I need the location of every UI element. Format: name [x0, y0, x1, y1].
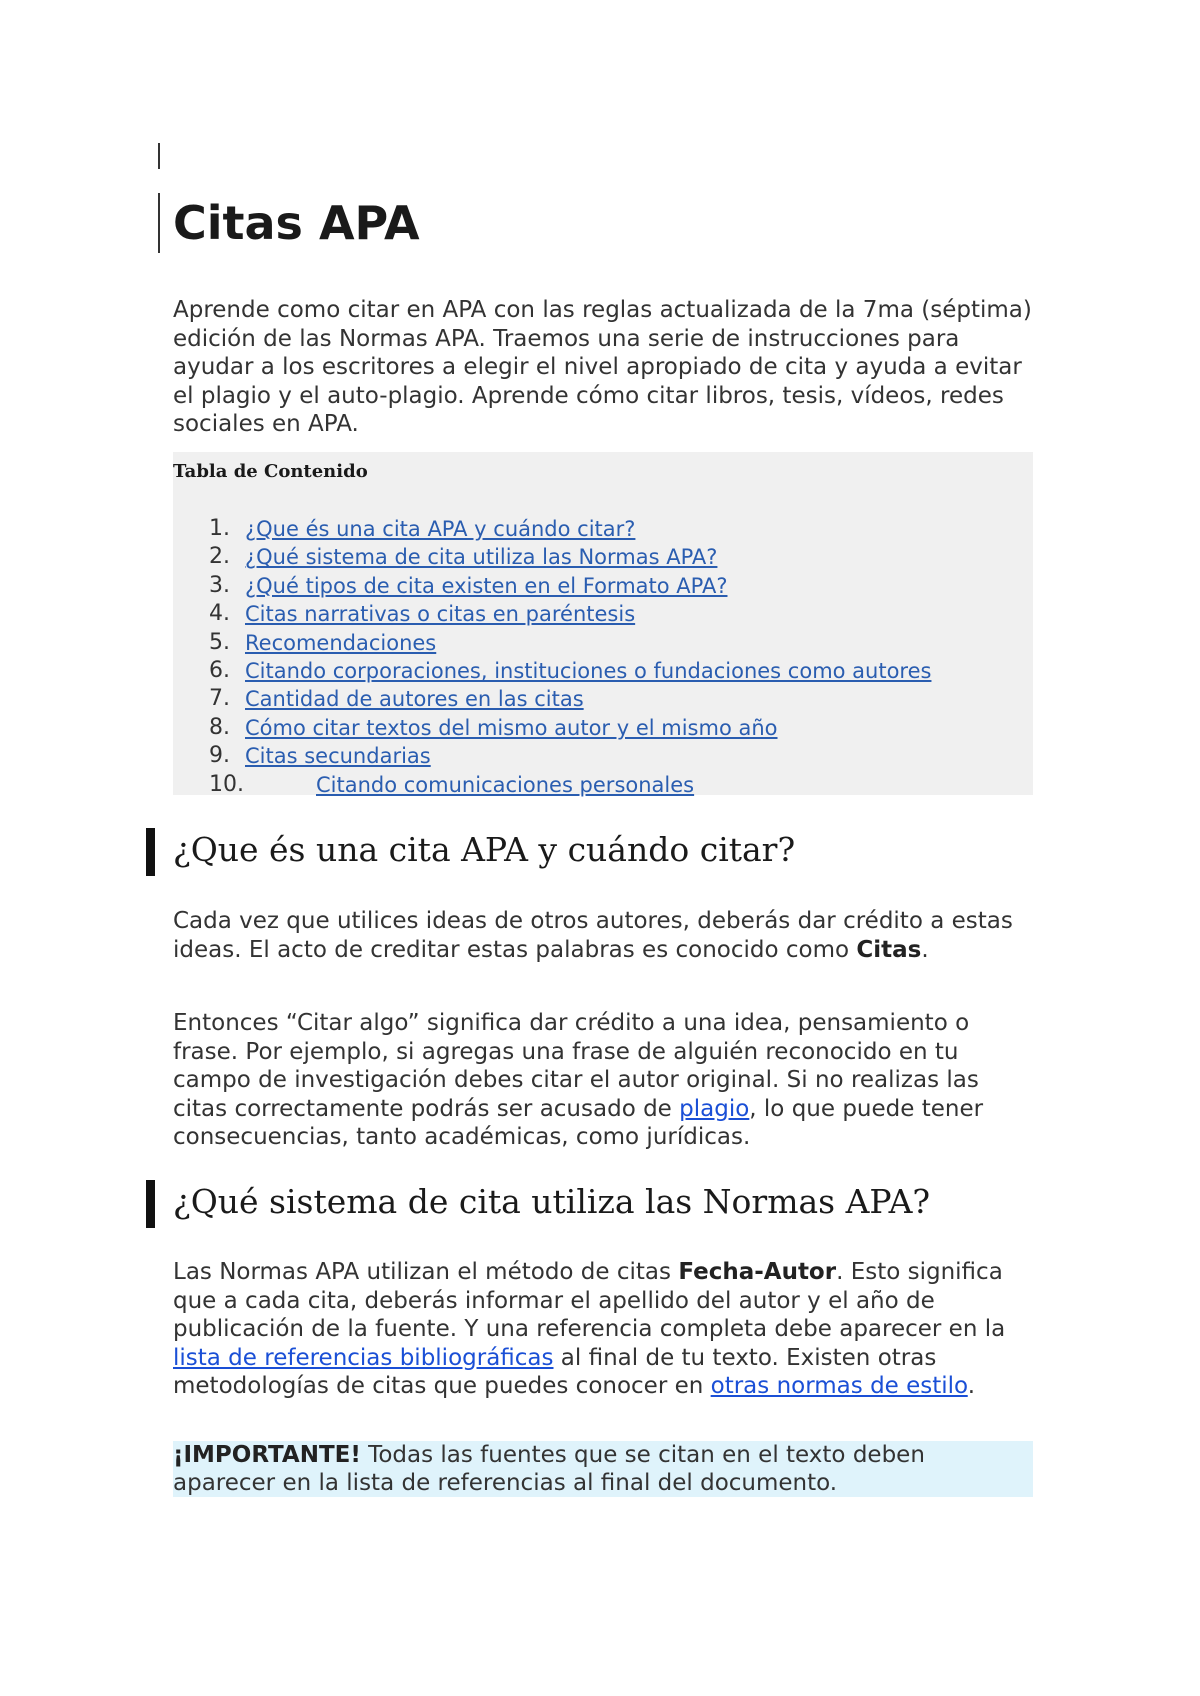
paragraph-text: Entonces “Citar algo” significa dar crédito a una idea, pensamiento o frase. Por ejemplo, si agregas una frase de alguién reconocido en tu campo de investigación debes citar el autor original. Si no realizas las citas correctamente podrás ser acusado de [173, 1010, 979, 1122]
toc-link[interactable]: Citas secundarias [245, 744, 431, 769]
toc-link[interactable]: ¿Que és una cita APA y cuándo citar? [245, 517, 636, 541]
page-title: Citas APA [173, 196, 420, 250]
bold-term: Fecha-Autor [678, 1259, 837, 1285]
paragraph-text: , lo que puede tener consecuencias, tanto académicas, como jurídicas. [173, 1095, 984, 1150]
section2-paragraph-1 [173, 1258, 1033, 1401]
toc-item-number: 6. [209, 657, 230, 683]
toc-link[interactable]: Cantidad de autores en las citas [245, 687, 584, 712]
toc-item-number: 2. [209, 544, 230, 570]
table-of-contents [173, 452, 1033, 795]
toc-link[interactable]: Citas narrativas o citas en paréntesis [245, 602, 636, 627]
toc-link[interactable]: Citando comunicaciones personales [316, 772, 695, 797]
section-heading-que-es: ¿Que és una cita APA y cuándo citar? [173, 830, 796, 869]
paragraph-text: . [921, 936, 929, 963]
text-cursor [158, 143, 160, 169]
paragraph-text: . [967, 1373, 976, 1399]
section1-paragraph-2 [173, 1009, 1033, 1152]
toc-link[interactable]: ¿Qué sistema de cita utiliza las Normas APA? [245, 545, 718, 570]
paragraph-text: . Esto significa que a cada cita, deberás informar el apellido del autor y el año de publicación de la fuente. Y una referencia completa debe aparecer en la [173, 1259, 1006, 1342]
plagio-link[interactable]: plagio [679, 1095, 750, 1122]
important-callout [173, 1441, 1033, 1497]
otras-normas-link[interactable]: otras normas de estilo [710, 1373, 968, 1399]
bold-term: Citas [856, 936, 922, 963]
paragraph-text: Las Normas APA utilizan el método de citas [173, 1259, 679, 1285]
toc-link[interactable]: Citando corporaciones, instituciones o fundaciones como autores [245, 658, 932, 683]
section-heading-marker [146, 1180, 155, 1228]
toc-link[interactable]: Cómo citar textos del mismo autor y el mismo año [245, 715, 778, 740]
important-text: Todas las fuentes que se citan en el texto deben aparecer en la lista de referencias al final del documento. [173, 1442, 925, 1496]
important-label: ¡IMPORTANTE! [173, 1442, 361, 1468]
section-heading-marker [146, 828, 155, 876]
intro-paragraph [173, 296, 1033, 439]
toc-item-number: 9. [209, 743, 230, 769]
toc-title: Tabla de Contenido [173, 461, 368, 482]
paragraph-text: al final de tu texto. Existen otras metodologías de citas que puedes conocer en [173, 1344, 937, 1399]
paragraph-text: Cada vez que utilices ideas de otros autores, deberás dar crédito a estas ideas. El acto de creditar estas palabras es conocido como [173, 908, 1013, 963]
title-cursor [158, 193, 160, 253]
toc-link[interactable]: ¿Qué tipos de cita existen en el Formato APA? [245, 573, 728, 598]
toc-item-number: 3. [209, 572, 230, 598]
section1-paragraph-1 [173, 907, 1033, 964]
toc-item-number: 4. [209, 601, 230, 627]
referencias-link[interactable]: lista de referencias bibliográficas [173, 1344, 554, 1371]
toc-item-number: 8. [209, 714, 230, 740]
toc-link[interactable]: Recomendaciones [245, 630, 437, 655]
section-heading-sistema: ¿Qué sistema de cita utiliza las Normas APA? [173, 1182, 931, 1221]
toc-item-number: 5. [209, 629, 230, 655]
intro-text: Aprende como citar en APA con las reglas actualizada de la 7ma (séptima) edición de las Normas APA. Traemos una serie de instrucciones para ayudar a los escritores a elegir el nivel apropiado de cita y ayuda a evitar el plagio y el auto-plagio. Aprende cómo citar libros, tesis, vídeos, redes sociales en APA. [173, 297, 1032, 437]
toc-item-number: 1. [209, 516, 230, 541]
toc-item-number: 10. [209, 771, 244, 797]
toc-item-number: 7. [209, 686, 230, 712]
